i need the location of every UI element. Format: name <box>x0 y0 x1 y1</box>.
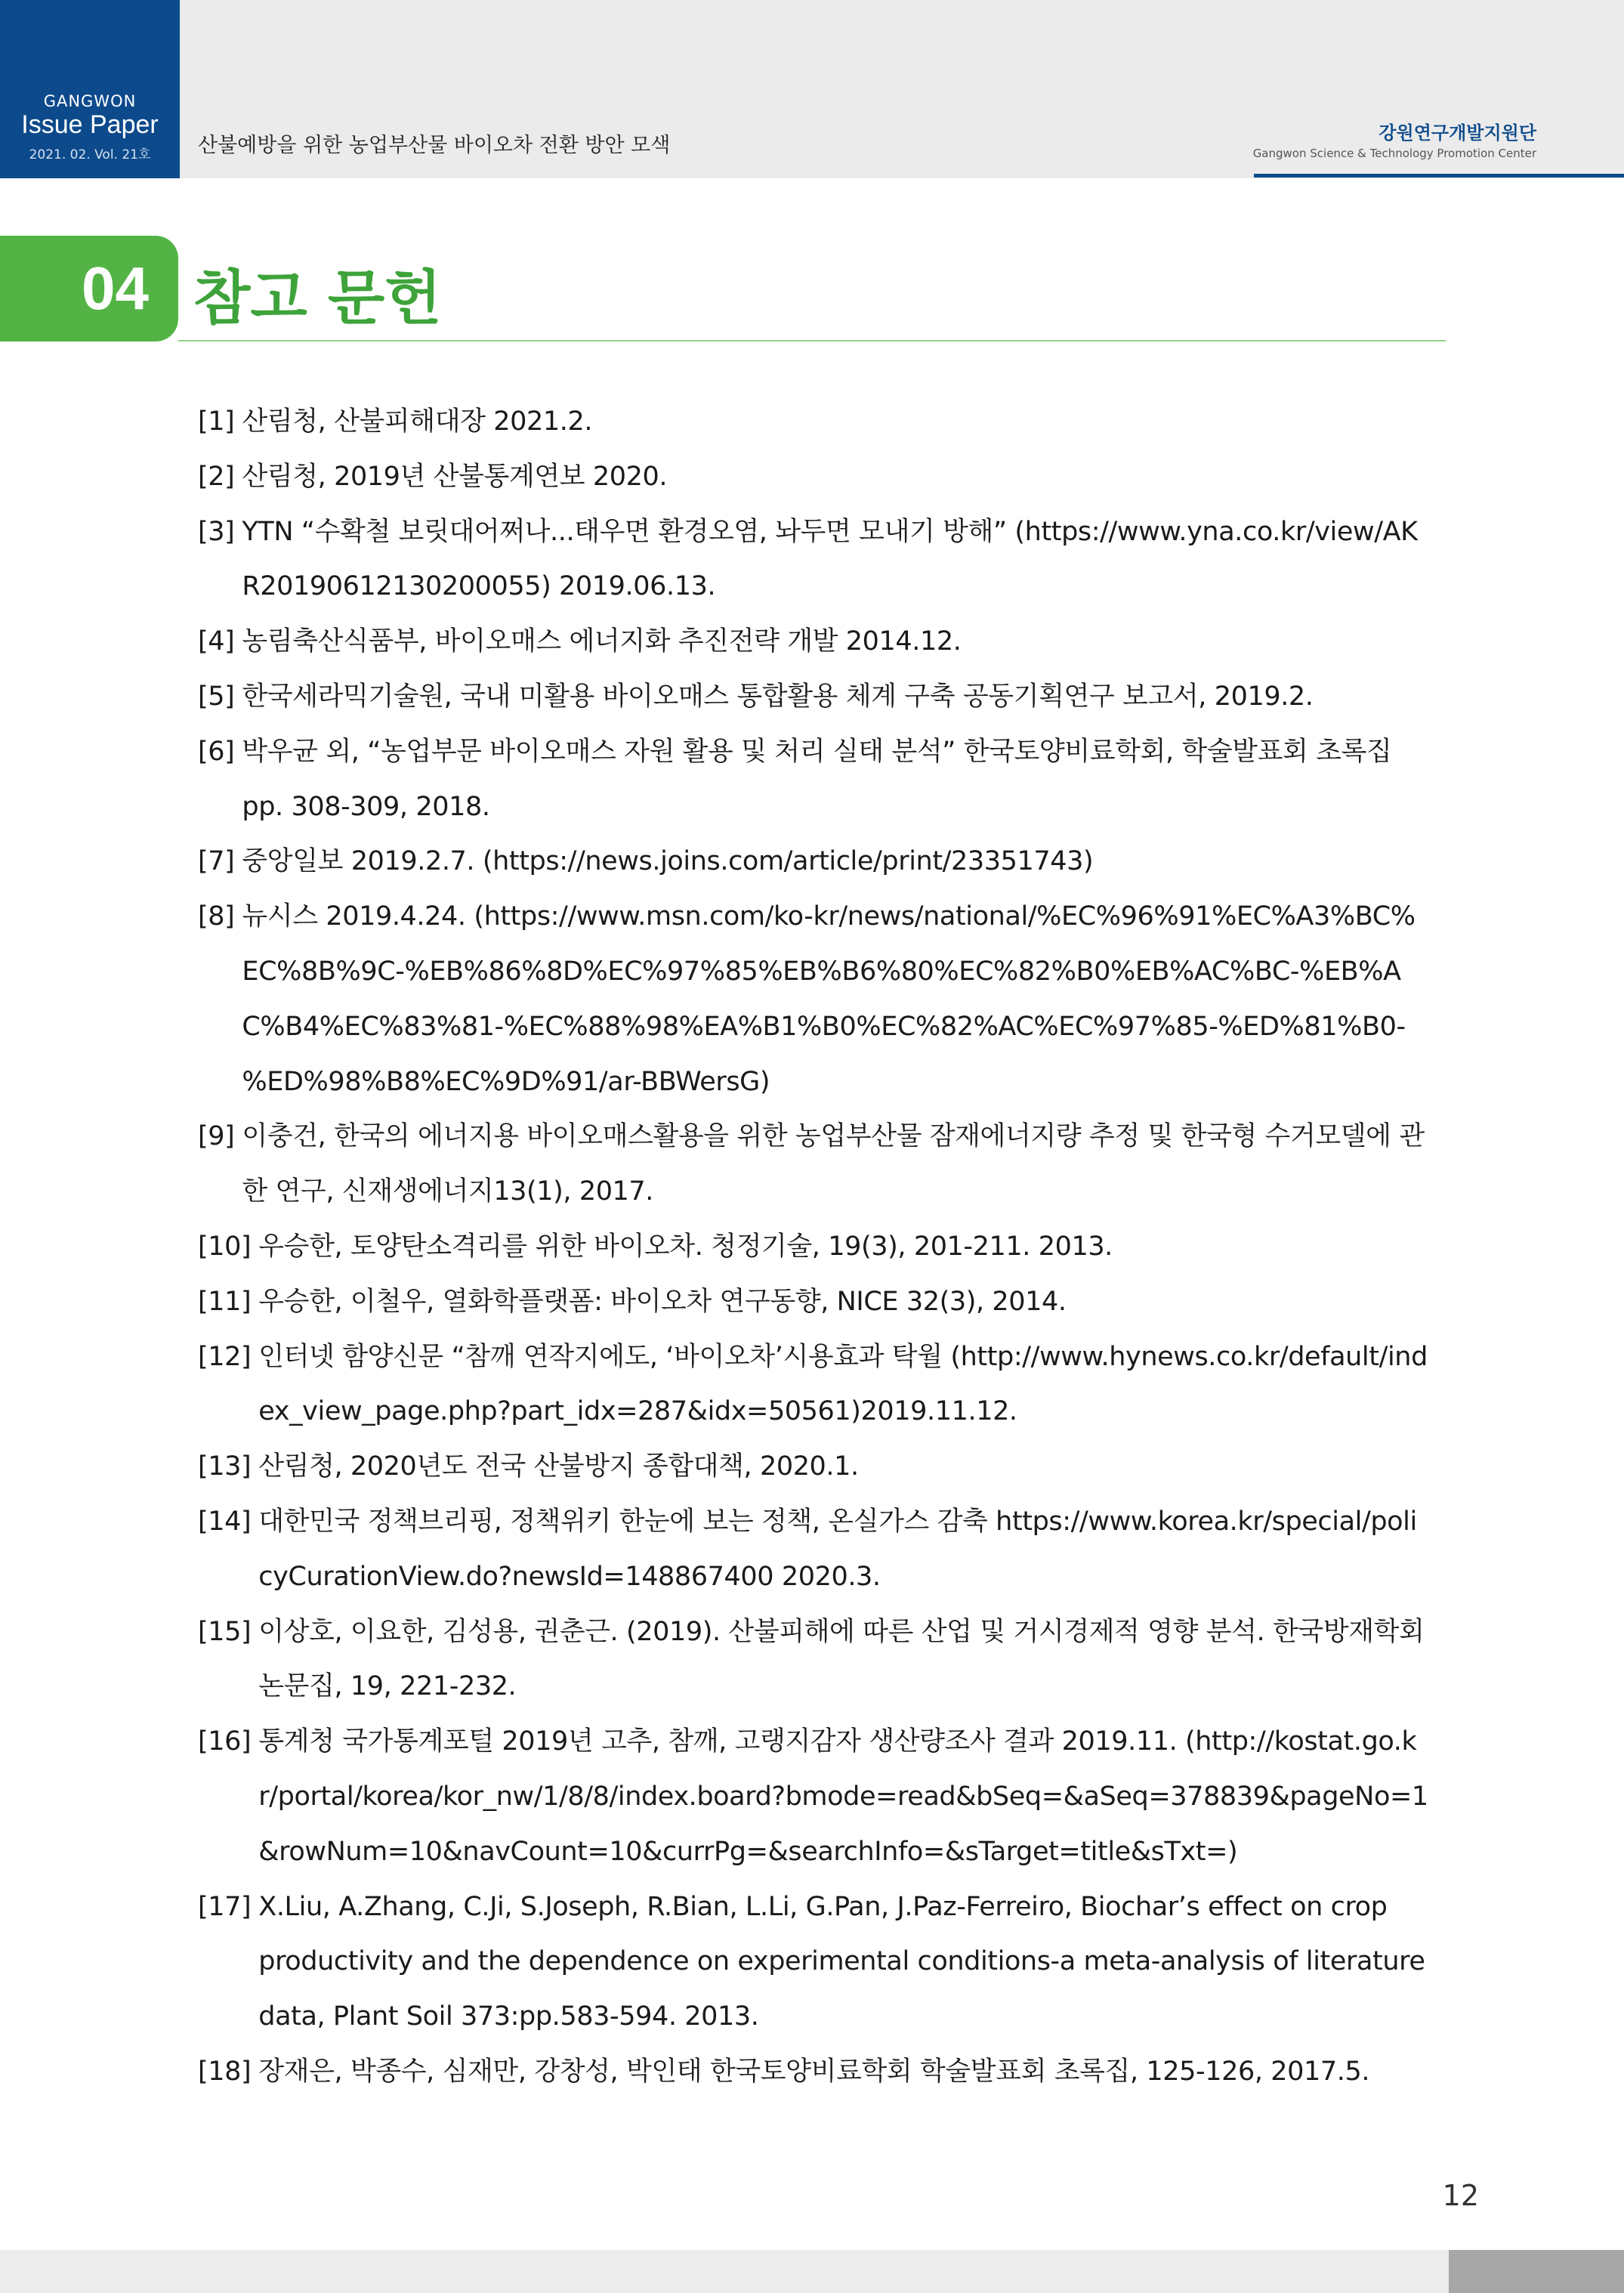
reference-text: 뉴시스 2019.4.24. (https://www.msn.com/ko-kr/news/national/%EC%96%91%EC%A3%BC%EC%8B%9C-%EB%86%8D%EC%97%85%EB%B6%80%EC%82%B0%EB%AC%BC-%EB%AC%B4%EC%83%81-%EC%88%98%EA%B1%B0%EC%82%AC%EC%97%85-%ED%81%B0-%ED%98%B8%EC%9D%91/ar-BBWersG) <box>242 901 1416 1097</box>
reference-number: [8] <box>198 901 235 932</box>
page-number: 12 <box>1442 2179 1479 2212</box>
reference-item <box>198 1439 1429 1494</box>
reference-number: [4] <box>198 626 235 657</box>
brand-main-text: Issue Paper <box>21 110 159 139</box>
reference-text: YTN “수확철 보릿대어쩌나...태우면 환경오염, 놔두면 모내기 방해” (https://www.yna.co.kr/view/AKR20190612130200055) 2019.06.13. <box>242 516 1418 602</box>
reference-number: [5] <box>198 681 235 712</box>
reference-item <box>198 1880 1429 2044</box>
reference-item <box>198 1494 1429 1605</box>
reference-item <box>198 834 1429 889</box>
brand-top-text: GANGWON <box>43 92 137 110</box>
reference-list <box>198 394 1429 2100</box>
org-name-korean: 강원연구개발지원단 <box>1379 122 1536 144</box>
reference-number: [10] <box>198 1231 252 1262</box>
reference-text: 우승한, 토양탄소격리를 위한 바이오차. 청정기술, 19(3), 201-211. 2013. <box>258 1231 1113 1262</box>
reference-item <box>198 1109 1429 1219</box>
reference-number: [1] <box>198 406 235 437</box>
reference-text: X.Liu, A.Zhang, C.Ji, S.Joseph, R.Bian, L.Li, G.Pan, J.Paz-Ferreiro, Biochar’s effect on crop productivity and the dependence on experimental conditions-a meta-analysis of literature data, Plant Soil 373:pp.583-594. 2013. <box>258 1891 1425 2032</box>
reference-item <box>198 614 1429 669</box>
reference-number: [2] <box>198 461 235 492</box>
reference-item <box>198 505 1429 615</box>
reference-item <box>198 669 1429 725</box>
reference-item <box>198 394 1429 450</box>
reference-number: [14] <box>198 1506 252 1537</box>
section-title: 참고 문헌 <box>193 264 442 332</box>
document-title: 산불예방을 위한 농업부산물 바이오차 전환 방안 모색 <box>198 134 671 157</box>
reference-number: [18] <box>198 2056 252 2087</box>
reference-number: [7] <box>198 846 235 877</box>
reference-text: 한국세라믹기술원, 국내 미활용 바이오매스 통합활용 체계 구축 공동기획연구 보고서, 2019.2. <box>242 681 1314 712</box>
reference-text: 산림청, 산불피해대장 2021.2. <box>242 406 593 437</box>
reference-item <box>198 1330 1429 1440</box>
reference-text: 우승한, 이철우, 열화학플랫폼: 바이오차 연구동향, NICE 32(3), 2014. <box>258 1286 1067 1317</box>
reference-text: 장재은, 박종수, 심재만, 강창성, 박인태 한국토양비료학회 학술발표회 초록집, 125-126, 2017.5. <box>258 2056 1370 2087</box>
footer-bar <box>0 2250 1624 2293</box>
reference-item <box>198 1219 1429 1275</box>
footer-accent-block <box>1449 2250 1624 2293</box>
reference-item <box>198 2044 1429 2100</box>
reference-number: [9] <box>198 1121 235 1152</box>
brand-issue-text: 2021. 02. Vol. 21호 <box>29 147 151 162</box>
reference-text: 박우균 외, “농업부문 바이오매스 자원 활용 및 처리 실태 분석” 한국토양비료학회, 학술발표회 초록집 pp. 308-309, 2018. <box>242 736 1392 822</box>
reference-number: [12] <box>198 1341 252 1372</box>
reference-text: 인터넷 함양신문 “참깨 연작지에도, ‘바이오차’시용효과 탁월 (http://www.hynews.co.kr/default/index_view_page.php?part_idx=287&idx=50561)2019.11.12. <box>258 1341 1428 1427</box>
reference-number: [6] <box>198 736 235 767</box>
reference-item <box>198 725 1429 835</box>
brand-logo <box>0 0 180 178</box>
section-number: 04 <box>82 255 149 322</box>
reference-item <box>198 450 1429 505</box>
reference-text: 통계청 국가통계포털 2019년 고추, 참깨, 고랭지감자 생산량조사 결과 2019.11. (http://kostat.go.kr/portal/korea/kor_nw/1/8/8/index.board?bmode=read&bSeq=&aSeq=378839&pageNo=1&rowNum=10&navCount=10&currPg=&searchInfo=&sTarget=title&sTxt=) <box>258 1726 1428 1867</box>
reference-text: 산림청, 2020년도 전국 산불방지 종합대책, 2020.1. <box>258 1451 859 1482</box>
reference-text: 산림청, 2019년 산불통계연보 2020. <box>242 461 668 492</box>
reference-item <box>198 1275 1429 1330</box>
reference-number: [13] <box>198 1451 252 1482</box>
reference-text: 이상호, 이요한, 김성용, 권춘근. (2019). 산불피해에 따른 산업 및 거시경제적 영향 분석. 한국방재학회 논문집, 19, 221-232. <box>258 1616 1425 1702</box>
reference-number: [17] <box>198 1891 252 1922</box>
reference-item <box>198 1605 1429 1715</box>
reference-text: 중앙일보 2019.2.7. (https://news.joins.com/article/print/23351743) <box>242 846 1094 877</box>
section-divider <box>178 340 1446 341</box>
reference-item <box>198 1714 1429 1879</box>
reference-number: [11] <box>198 1286 252 1317</box>
reference-number: [3] <box>198 516 235 547</box>
reference-number: [16] <box>198 1726 252 1757</box>
reference-item <box>198 889 1429 1109</box>
org-name-english: Gangwon Science & Technology Promotion Center <box>1252 147 1536 160</box>
reference-number: [15] <box>198 1616 252 1647</box>
reference-text: 대한민국 정책브리핑, 정책위키 한눈에 보는 정책, 온실가스 감축 https://www.korea.kr/special/policyCurationView.do?newsId=148867400 2020.3. <box>258 1506 1417 1592</box>
reference-text: 이충건, 한국의 에너지용 바이오매스활용을 위한 농업부산물 잠재에너지량 추정 및 한국형 수거모델에 관한 연구, 신재생에너지13(1), 2017. <box>242 1121 1425 1207</box>
reference-text: 농림축산식품부, 바이오매스 에너지화 추진전략 개발 2014.12. <box>242 626 962 657</box>
header-accent-line <box>1254 174 1624 178</box>
